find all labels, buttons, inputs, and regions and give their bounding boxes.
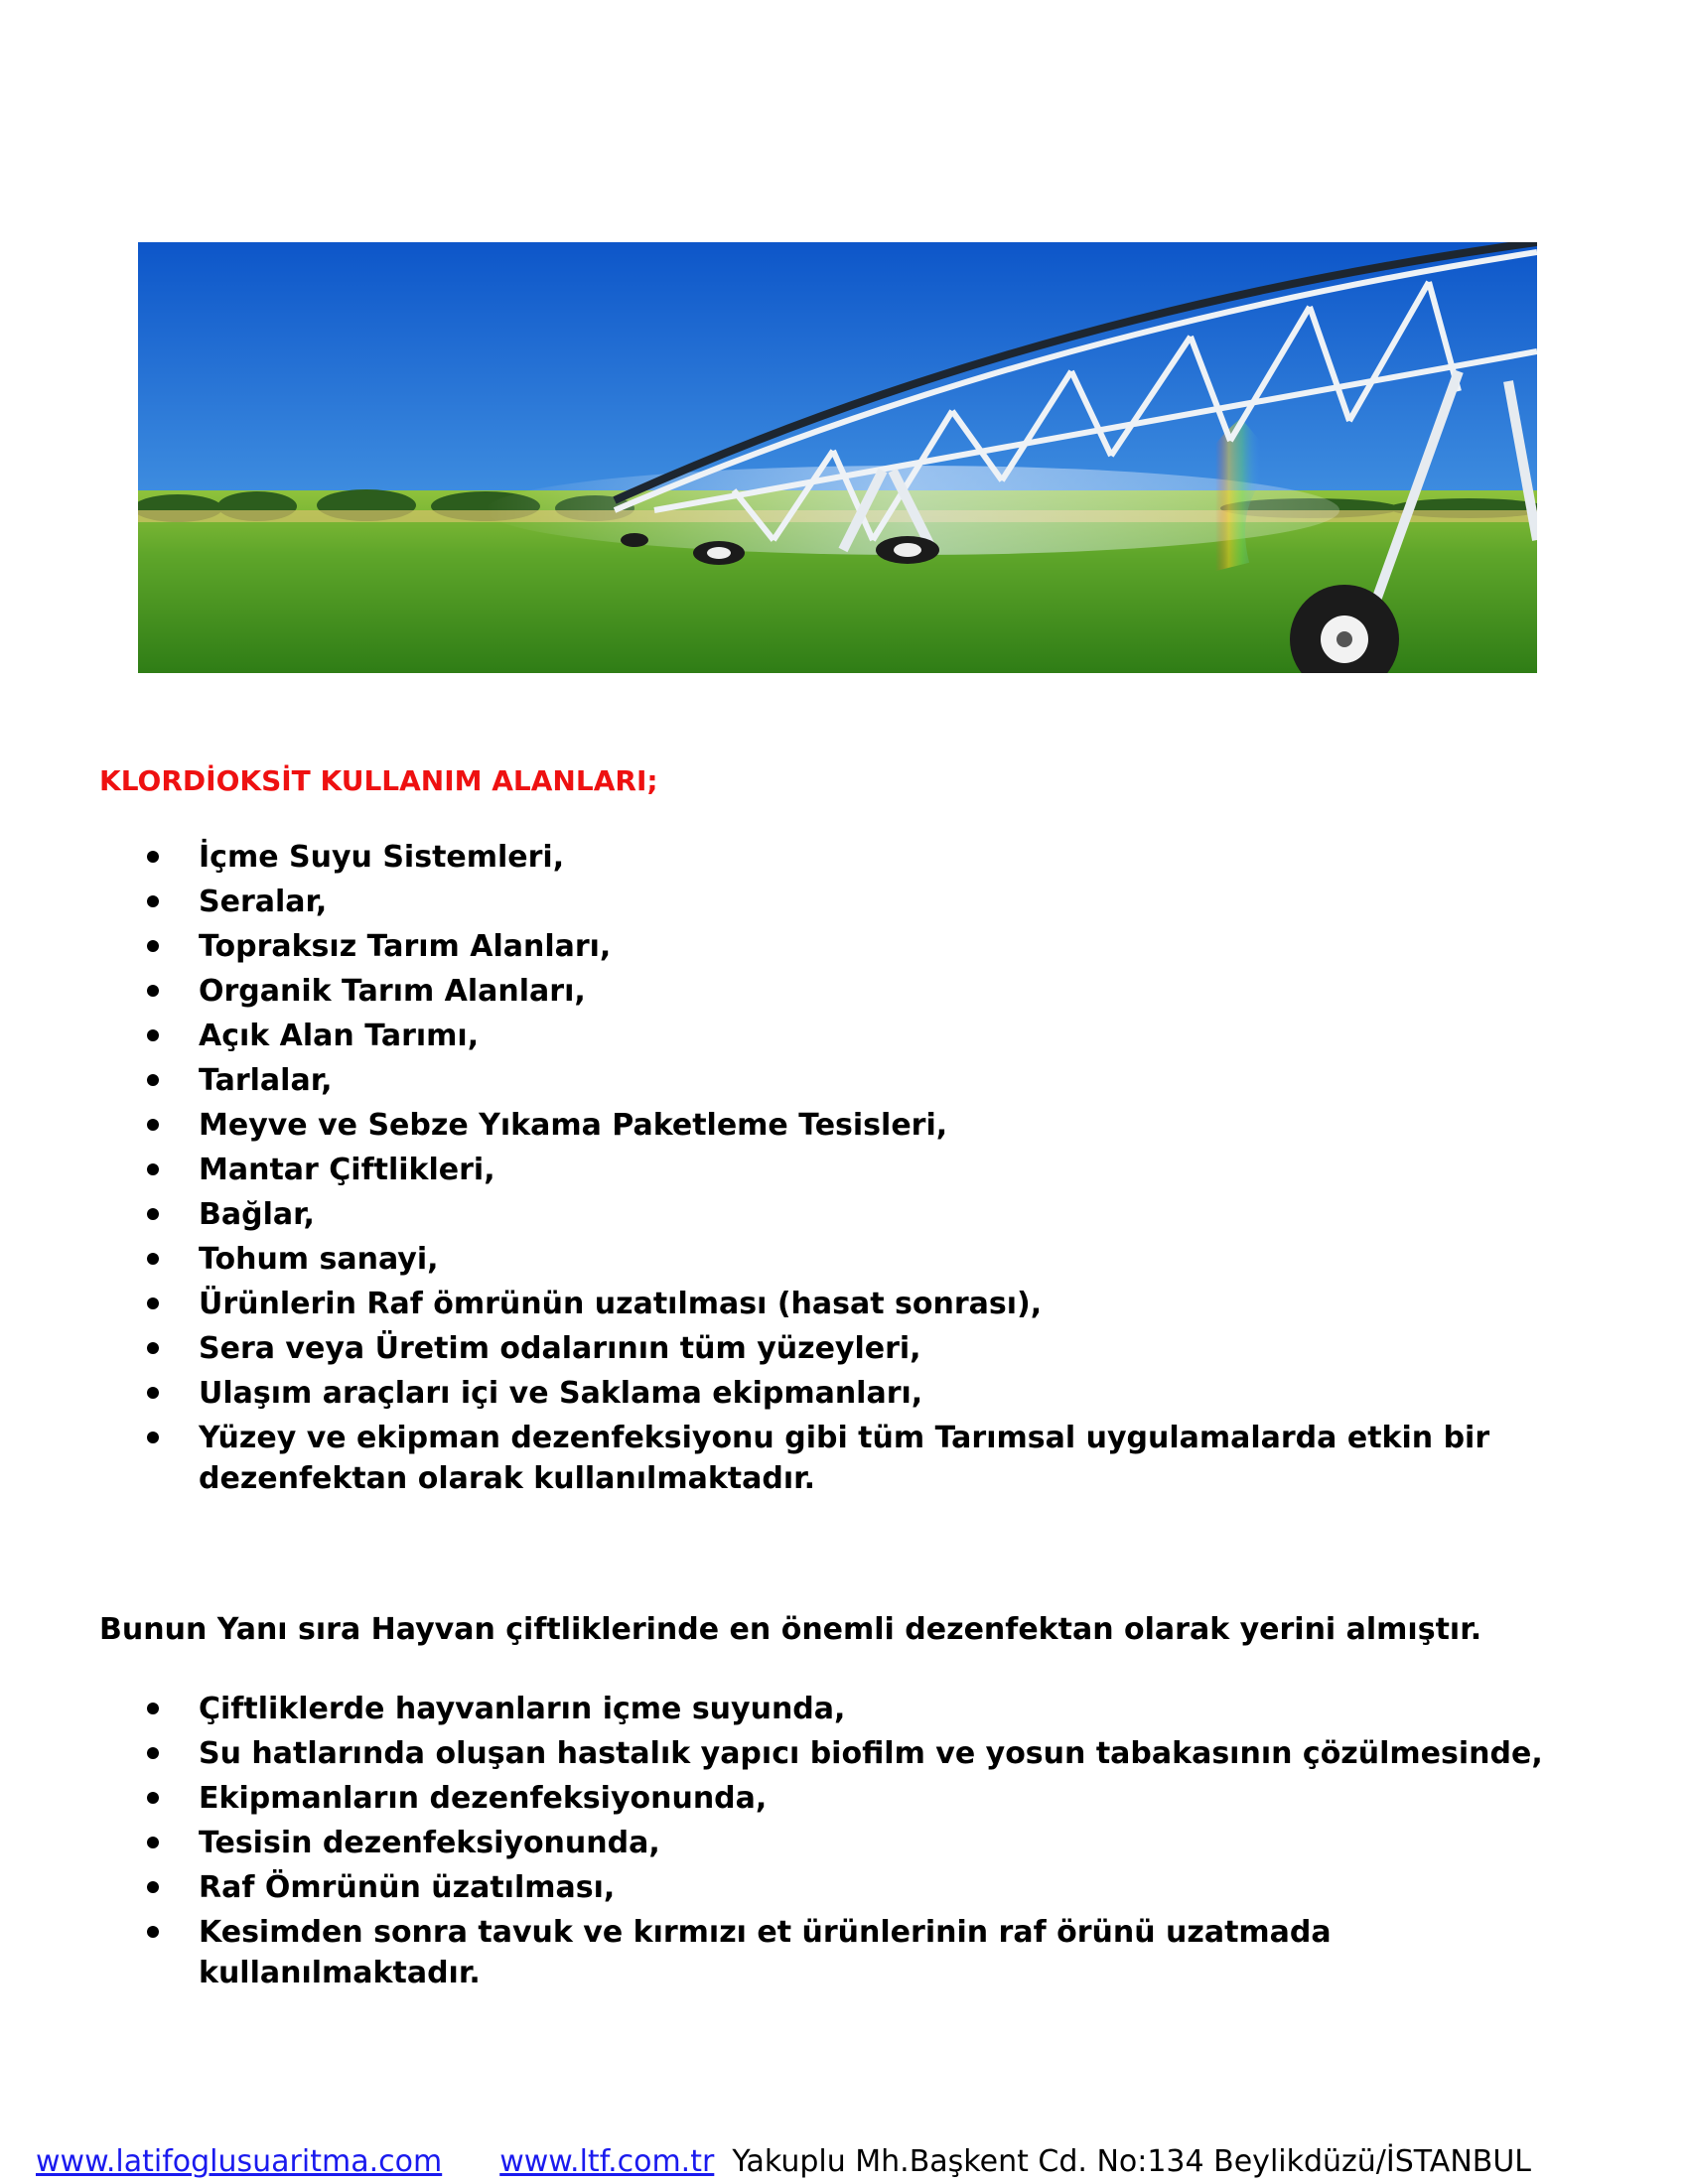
website-link-ltf[interactable]: www.ltf.com.tr (499, 2144, 715, 2179)
list-item: Açık Alan Tarımı, (0, 1016, 1688, 1056)
list-item: İçme Suyu Sistemleri, (0, 837, 1688, 878)
bullet-icon (147, 1881, 159, 1893)
bullet-icon (147, 1926, 159, 1938)
bullet-icon (147, 895, 159, 907)
bullet-icon (147, 1297, 159, 1309)
list-item: Yüzey ve ekipman dezenfeksiyonu gibi tüm Tarımsal uygulamalarda etkin bir dezenfektan olarak kullanılmaktadır. (0, 1418, 1688, 1499)
bullet-icon (147, 1837, 159, 1848)
footer-address: Yakuplu Mh.Başkent Cd. No:134 Beylikdüzü/İSTANBUL (732, 2144, 1532, 2179)
bullet-icon (147, 1163, 159, 1175)
bullet-icon (147, 985, 159, 997)
list-item: Sera veya Üretim odalarının tüm yüzeyleri, (0, 1328, 1688, 1369)
list-item: Organik Tarım Alanları, (0, 971, 1688, 1012)
list-item: Seralar, (0, 882, 1688, 922)
footer (36, 2144, 1531, 2179)
list-item: Ekipmanların dezenfeksiyonunda, (0, 1778, 1688, 1819)
bullet-icon (147, 1387, 159, 1399)
list-item: Raf Ömrünün üzatılması, (0, 1867, 1688, 1908)
list-item: Mantar Çiftlikleri, (0, 1150, 1688, 1190)
livestock-list (0, 1689, 1688, 1997)
livestock-intro: Bunun Yanı sıra Hayvan çiftliklerinde en önemli dezenfektan olarak yerini almıştır. (99, 1612, 1482, 1647)
irrigation-photo (138, 242, 1537, 673)
list-item: Ürünlerin Raf ömrünün uzatılması (hasat sonrası), (0, 1284, 1688, 1324)
bullet-icon (147, 1432, 159, 1443)
bullet-icon (147, 1074, 159, 1086)
bullet-icon (147, 1747, 159, 1759)
bullet-icon (147, 940, 159, 952)
list-item: Topraksız Tarım Alanları, (0, 926, 1688, 967)
section-title: KLORDİOKSİT KULLANIM ALANLARI; (99, 764, 658, 797)
bullet-icon (147, 1792, 159, 1804)
bullet-icon (147, 1208, 159, 1220)
bullet-icon (147, 1253, 159, 1265)
bullet-icon (147, 851, 159, 863)
list-item: Tesisin dezenfeksiyonunda, (0, 1823, 1688, 1863)
list-item: Kesimden sonra tavuk ve kırmızı et ürünlerinin raf örünü uzatmada kullanılmaktadır. (0, 1912, 1688, 1993)
bullet-icon (147, 1703, 159, 1714)
bullet-icon (147, 1029, 159, 1041)
list-item: Su hatlarında oluşan hastalık yapıcı biofilm ve yosun tabakasının çözülmesinde, (0, 1733, 1688, 1774)
usage-list (0, 837, 1688, 1503)
list-item: Ulaşım araçları içi ve Saklama ekipmanları, (0, 1373, 1688, 1414)
list-item: Bağlar, (0, 1194, 1688, 1235)
hero-image (138, 242, 1537, 673)
list-item: Tarlalar, (0, 1060, 1688, 1101)
website-link-latifoglu[interactable]: www.latifoglusuaritma.com (36, 2144, 443, 2179)
list-item: Meyve ve Sebze Yıkama Paketleme Tesisleri, (0, 1105, 1688, 1146)
bullet-icon (147, 1119, 159, 1131)
list-item: Tohum sanayi, (0, 1239, 1688, 1280)
list-item: Çiftliklerde hayvanların içme suyunda, (0, 1689, 1688, 1729)
bullet-icon (147, 1342, 159, 1354)
